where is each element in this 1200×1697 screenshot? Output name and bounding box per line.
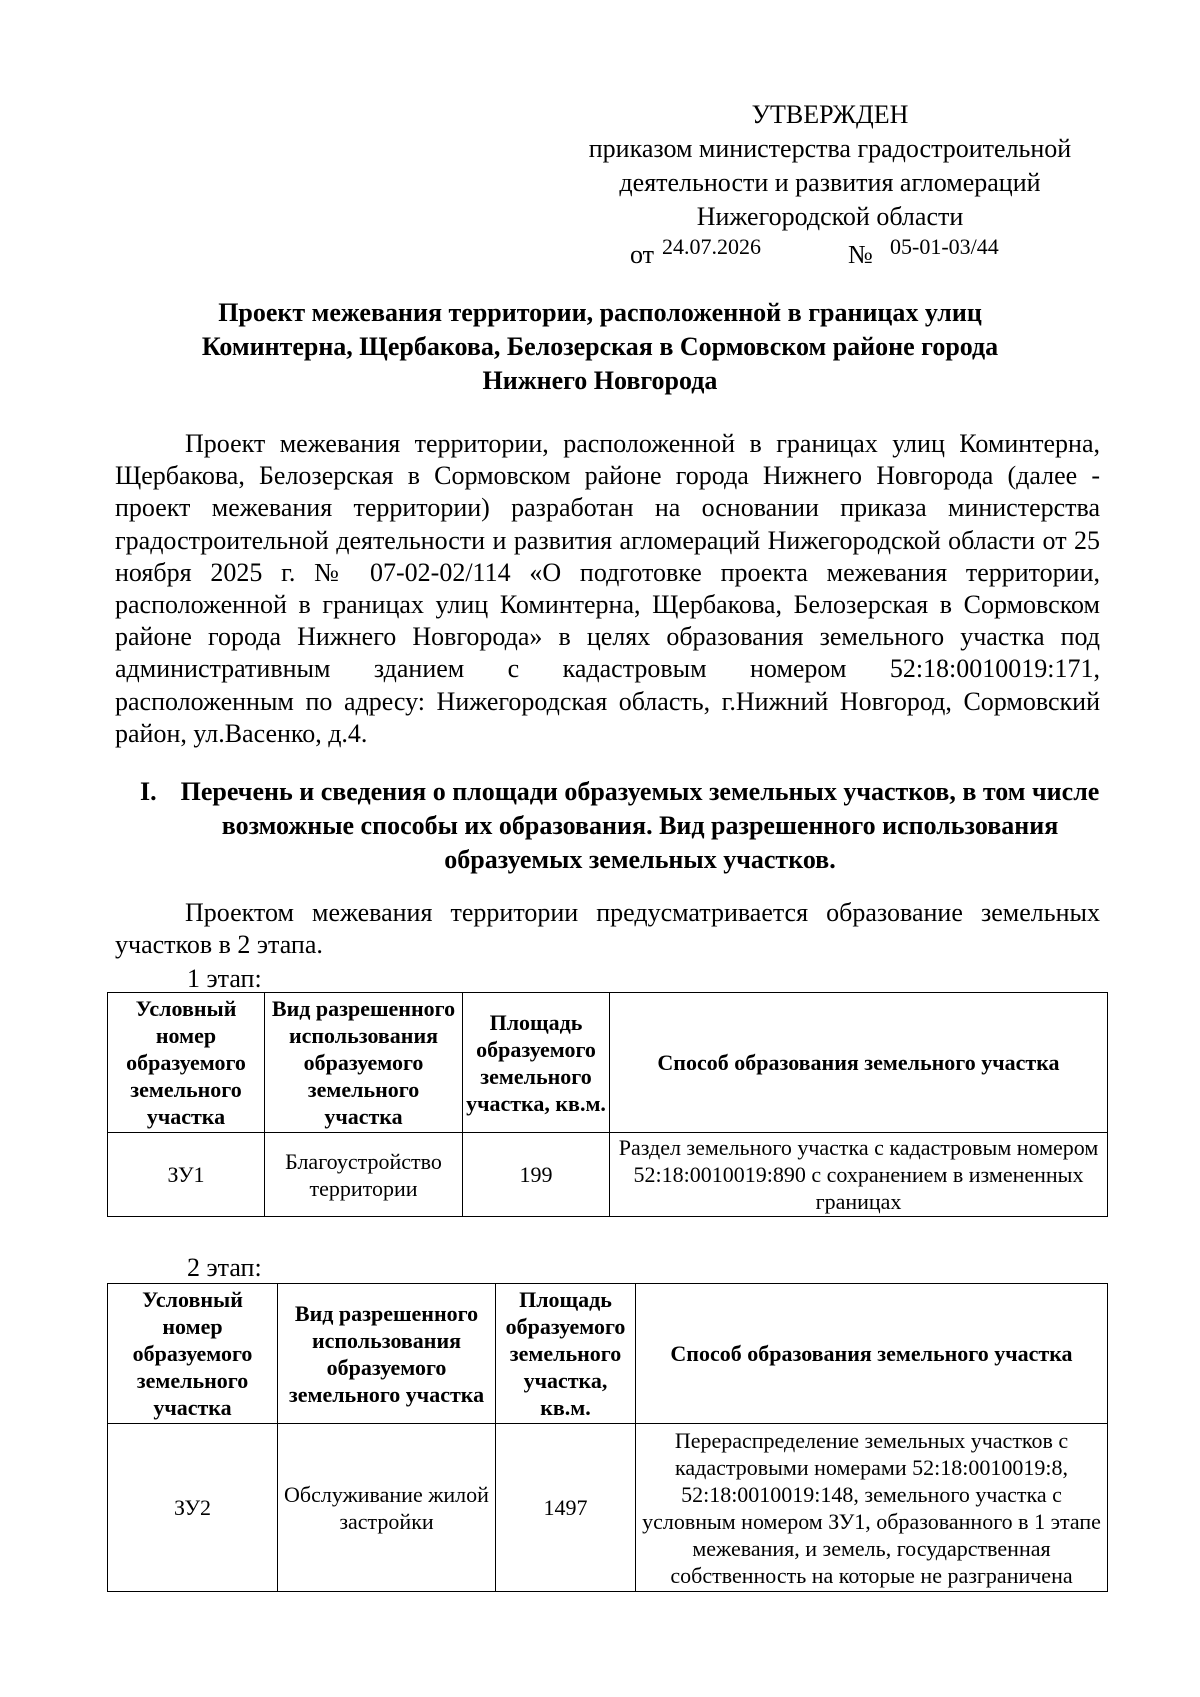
section-heading (140, 775, 1100, 877)
header-area: Площадь образуемого земельного участка, кв.м. (496, 1284, 636, 1424)
stage2-label: 2 этап: (187, 1253, 262, 1282)
section-heading-text: Перечень и сведения о площади образуемых земельных участков, в том числе возможные способы их образования. Вид разрешенного использования образуемых земельных участков. (180, 777, 1100, 874)
title-line: Коминтерна, Щербакова, Белозерская в Сормовском районе города (201, 332, 999, 361)
header-area: Площадь образуемого земельного участка, кв.м. (463, 993, 610, 1133)
table-row (108, 1424, 1108, 1592)
table-row (108, 1133, 1108, 1217)
header-formation-method: Способ образования земельного участка (610, 993, 1108, 1133)
cell-formation-method: Раздел земельного участка с кадастровым номером 52:18:0010019:890 с сохранением в измененных границах (610, 1133, 1108, 1217)
intro-paragraph: Проект межевания территории, расположенной в границах улиц Коминтерна, Щербакова, Белозерская в Сормовском районе города Нижнего Новгорода (далее - проект межевания территории) разработан на основании приказа министерства градостроительной деятельности и развития агломераций Нижегородской области от 25 ноября 2025 г. № 07-02-02/114 «О подготовке проекта межевания территории, расположенной в границах улиц Коминтерна, Щербакова, Белозерская в Сормовском районе города Нижнего Новгорода» в целях образования земельного участка под административным зданием с кадастровым номером 52:18:0010019:171, расположенным по адресу: Нижегородская область, г.Нижний Новгород, Сормовский район, ул.Васенко, д.4. (115, 429, 1100, 748)
date-prefix: от (630, 240, 655, 269)
stage2-table (107, 1283, 1108, 1592)
cell-area: 199 (463, 1133, 610, 1217)
header-plot-id: Условный номер образуемого земельного участка (108, 993, 265, 1133)
table-header-row (108, 1284, 1108, 1424)
header-permitted-use: Вид разрешенного использования образуемого земельного участка (265, 993, 463, 1133)
approval-heading: УТВЕРЖДЕН (751, 100, 909, 129)
header-plot-id: Условный номер образуемого земельного участка (108, 1284, 278, 1424)
document-title (110, 296, 1090, 398)
title-line: Проект межевания территории, расположенной в границах улиц (218, 298, 982, 327)
cell-plot-id: ЗУ1 (108, 1133, 265, 1217)
approval-date-line (560, 234, 1100, 268)
cell-area: 1497 (496, 1424, 636, 1592)
cell-permitted-use: Обслуживание жилой застройки (278, 1424, 496, 1592)
header-permitted-use: Вид разрешенного использования образуемого земельного участка (278, 1284, 496, 1424)
cell-formation-method: Перераспределение земельных участков с кадастровыми номерами 52:18:0010019:8, 52:18:0010019:148, земельного участка с условным номером ЗУ1, образованного в 1 этапе межевания, и земель, государственная собственность на которые не разграничена (636, 1424, 1108, 1592)
number-sign: № (848, 240, 873, 269)
title-line: Нижнего Новгорода (482, 366, 718, 395)
stage1-label: 1 этап: (187, 964, 262, 993)
cell-plot-id: ЗУ2 (108, 1424, 278, 1592)
header-formation-method: Способ образования земельного участка (636, 1284, 1108, 1424)
approval-line: Нижегородской области (696, 202, 964, 231)
section-numeral: I. (140, 777, 157, 806)
order-date: 24.07.2026 (662, 234, 761, 259)
cell-permitted-use: Благоустройство территории (265, 1133, 463, 1217)
approval-line: деятельности и развития агломераций (619, 168, 1041, 197)
order-number: 05-01-03/44 (890, 234, 999, 259)
approval-line: приказом министерства градостроительной (588, 134, 1072, 163)
table-header-row (108, 993, 1108, 1133)
stages-paragraph: Проектом межевания территории предусматривается образование земельных участков в 2 этапа. (115, 898, 1100, 960)
stage1-table (107, 992, 1108, 1217)
approval-stamp (560, 98, 1100, 268)
